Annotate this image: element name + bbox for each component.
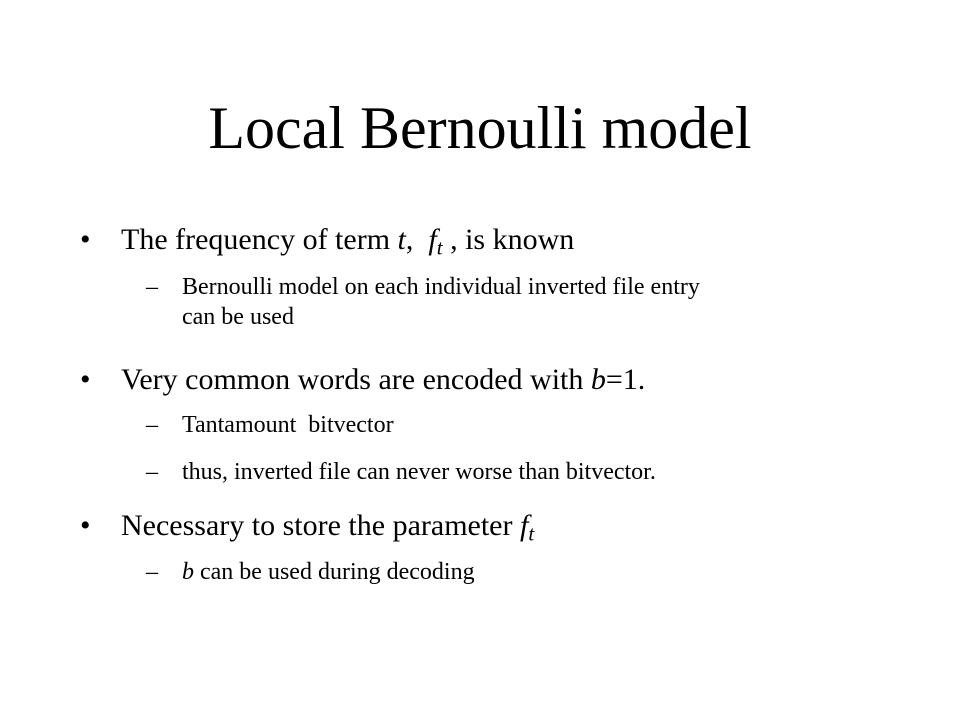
dash-icon: – (146, 274, 158, 300)
subitem-text: Tantamount bitvector (182, 412, 394, 438)
subitem-text: b can be used during decoding (182, 559, 475, 585)
bullet-icon: • (80, 223, 91, 256)
bullet-text: Necessary to store the parameter $f_t$ (121, 509, 535, 546)
bullet-text: The frequency of term t, $f_t$ , is known (121, 223, 575, 260)
slide-title: Local Bernoulli model (208, 95, 752, 161)
subitem-text: Bernoulli model on each individual inverted file entry can be used (182, 274, 700, 330)
dash-icon: – (146, 559, 158, 585)
bullet-text: Very common words are encoded with b=1. (121, 363, 646, 396)
dash-icon: – (146, 459, 158, 485)
dash-icon: – (146, 412, 158, 438)
bullet-icon: • (80, 363, 91, 396)
bullet-icon: • (80, 509, 91, 542)
subitem-text: thus, inverted file can never worse than bitvector. (182, 459, 656, 485)
